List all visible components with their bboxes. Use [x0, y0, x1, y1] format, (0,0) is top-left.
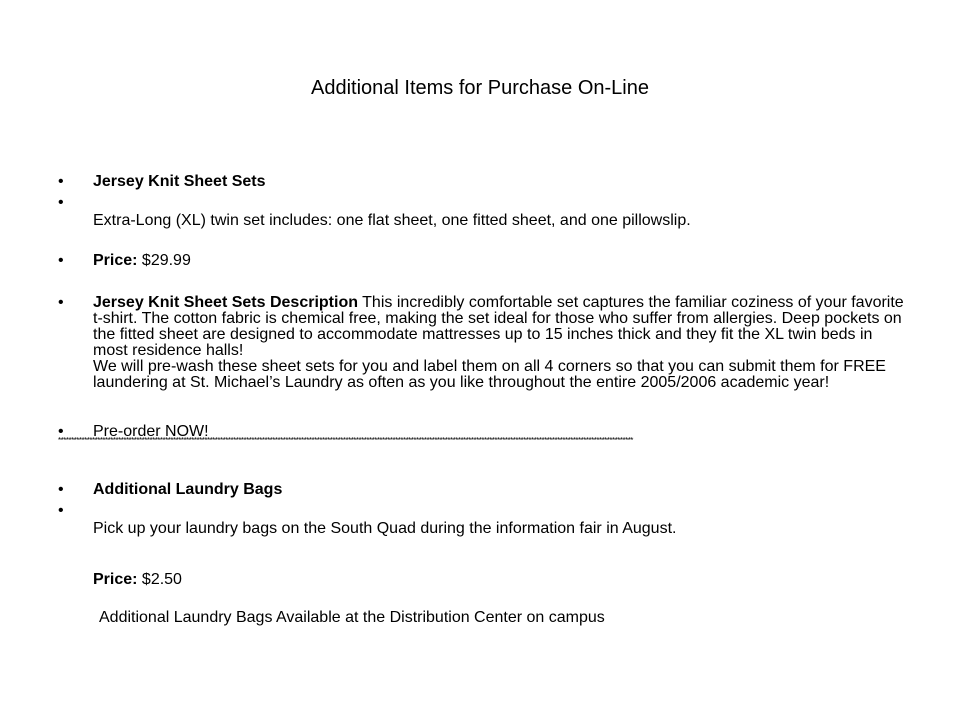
sheet-heading: Jersey Knit Sheet Sets: [93, 173, 266, 190]
price-label: Price:: [93, 571, 138, 588]
preorder-text: Pre-order NOW!: [93, 423, 209, 440]
bullet-icon: •: [58, 252, 64, 269]
bullet-icon: •: [58, 173, 64, 190]
bullet-icon: •: [58, 502, 64, 519]
bullet-icon: •: [58, 194, 64, 211]
price-label: Price:: [93, 252, 138, 269]
asterisk-divider: ****************************************************************************************************************************************************************************************************************************: [58, 436, 633, 445]
bags-pickup-text: Pick up your laundry bags on the South Quad during the information fair in August.: [93, 520, 677, 537]
bags-heading: Additional Laundry Bags: [93, 481, 283, 498]
bullet-icon: •: [58, 481, 64, 498]
description-text: This incredibly comfortable set captures the familiar coziness of your favorite t-shirt. The cotton fabric is chemical free, making the set ideal for those who suffer from allergies. Deep pockets on the fitted sheet are designed to accommodate mattresses up to 15 inches thick and they fit the XL twin beds in most residence halls!: [93, 294, 904, 359]
price-value: $29.99: [137, 252, 191, 269]
price-value: $2.50: [137, 571, 182, 588]
sheet-includes-text: Extra-Long (XL) twin set includes: one flat sheet, one fitted sheet, and one pillowslip.: [93, 212, 691, 229]
description-paragraph: [93, 295, 908, 359]
bullet-icon: •: [58, 294, 64, 311]
bags-availability-note: Additional Laundry Bags Available at the Distribution Center on campus: [99, 609, 605, 626]
slide-title: Additional Items for Purchase On-Line: [311, 77, 649, 99]
bullet-icon: •: [58, 423, 64, 440]
prewash-paragraph: We will pre-wash these sheet sets for you and label them on all 4 corners so that you can submit them for FREE laundering at St. Michael’s Laundry as often as you like throughout the entire 2005/2006 academic year!: [93, 358, 886, 391]
sheet-description: [93, 295, 908, 391]
description-label: Jersey Knit Sheet Sets Description: [93, 294, 358, 311]
bags-price: [93, 571, 182, 589]
sheet-price: [93, 253, 908, 269]
